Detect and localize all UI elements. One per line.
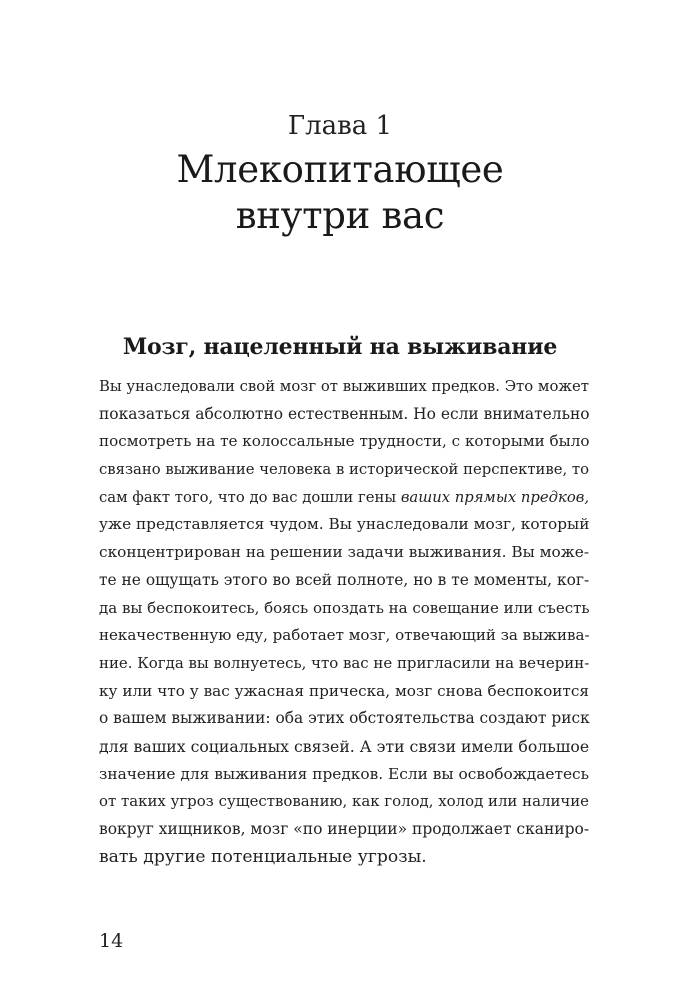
body-line: посмотреть на те колоссальные трудности, с которыми было: [99, 432, 590, 451]
body-line: те не ощущать этого во всей полноте, но в те моменты, ког-: [99, 570, 590, 589]
body-line: Вы унаследовали свой мозг от выживших предков. Это может: [99, 378, 589, 395]
italic-fragment: ваших прямых предков,: [400, 488, 590, 506]
body-line: значение для выживания предков. Если вы освобождаетесь: [99, 764, 589, 783]
body-paragraph: [99, 373, 589, 871]
body-line: показаться абсолютно естественным. Но если внимательно: [99, 404, 590, 423]
body-line: для ваших социальных связей. А эти связи имели большое: [99, 736, 590, 756]
body-line: ку или что у вас ужасная прическа, мозг снова беспокоится: [99, 681, 589, 700]
body-line: о вашем выживании: оба этих обстоятельства создают риск: [99, 709, 590, 728]
section-heading: Мозг, нацеленный на выживание: [122, 334, 558, 360]
body-line-with-italic: [99, 484, 589, 512]
page-number: 14: [99, 930, 124, 952]
body-line: вать другие потенциальные угрозы.: [99, 846, 427, 867]
body-line: сконцентрирован на решении задачи выживания. Вы може-: [99, 543, 590, 562]
body-line: некачественную еду, работает мозг, отвечающий за выжива-: [99, 626, 590, 645]
body-line: уже представляется чудом. Вы унаследовали мозг, который: [99, 515, 590, 534]
body-line: от таких угроз существованию, как голод, холод или наличие: [99, 792, 589, 811]
chapter-title-line-2: внутри вас: [235, 194, 445, 237]
body-line: да вы беспокоитесь, боясь опоздать на совещание или съесть: [99, 598, 590, 617]
body-line: вокруг хищников, мозг «по инерции» продолжает сканиро-: [99, 820, 590, 838]
body-line-text: сам факт того, что до вас дошли гены: [99, 488, 397, 506]
chapter-title: [0, 147, 680, 239]
chapter-title-line-1: Млекопитающее: [176, 148, 504, 191]
body-line: связано выживание человека в исторической перспективе, то: [99, 461, 589, 479]
body-line: ние. Когда вы волнуетесь, что вас не пригласили на вечерин-: [99, 653, 590, 672]
chapter-label: Глава 1: [287, 111, 393, 141]
